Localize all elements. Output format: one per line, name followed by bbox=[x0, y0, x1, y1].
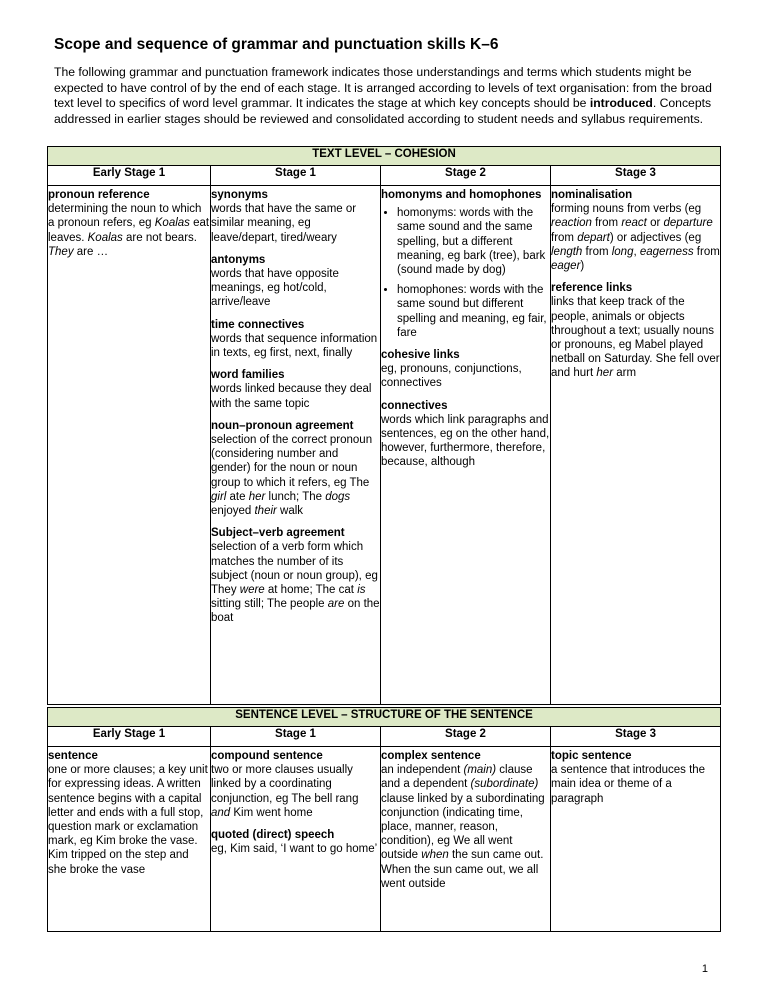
section-band: SENTENCE LEVEL – STRUCTURE OF THE SENTENCE bbox=[48, 708, 721, 727]
term-definition: words that have opposite meanings, eg hot/cold, arrive/leave bbox=[211, 268, 339, 309]
stage-heading: Stage 3 bbox=[551, 727, 721, 747]
term-definition: eg, pronouns, conjunctions, connectives bbox=[381, 363, 522, 390]
term-heading: quoted (direct) speech bbox=[211, 829, 335, 842]
bullet-item: • homophones: words with the same sound but different spelling and meaning, eg fair, fare bbox=[397, 283, 550, 340]
content-cell bbox=[551, 186, 721, 705]
term-definition: forming nouns from verbs (eg reaction from react or departure from depart) or adjectives (eg length from long, eagerness from eager) bbox=[551, 203, 720, 273]
content-cell bbox=[551, 747, 721, 932]
stage-heading: Stage 1 bbox=[211, 727, 381, 747]
stage-heading: Early Stage 1 bbox=[48, 727, 211, 747]
page-title: Scope and sequence of grammar and punctuation skills K–6 bbox=[54, 36, 499, 53]
content-cell bbox=[211, 186, 381, 705]
term-definition: selection of the correct pronoun (considering number and gender) for the noun or noun group to which it refers, eg The girl ate her lunch; The dogs enjoyed their walk bbox=[211, 434, 373, 518]
term-heading: cohesive links bbox=[381, 349, 460, 362]
term-definition: an independent (main) clause and a dependent (subordinate) clause linked by a subordinating conjunction (indicating time, place, manner, reason, condition), eg We all went outside when the sun came out. When the sun came out, we all went outside bbox=[381, 764, 545, 890]
term-definition: two or more clauses usually linked by a coordinating conjunction, eg The bell rang and Kim went home bbox=[211, 764, 359, 819]
term-definition: eg, Kim said, ‘I want to go home’ bbox=[211, 843, 378, 856]
term-definition: selection of a verb form which matches the number of its subject (noun or noun group), eg They were at home; The cat is sitting still; The people are on the boat bbox=[211, 541, 380, 625]
term-heading: Subject–verb agreement bbox=[211, 527, 345, 540]
term-definition: links that keep track of the people, animals or objects throughout a text; usually nouns or pronouns, eg Mabel played netball on Saturday. She fell over and hurt her arm bbox=[551, 296, 720, 380]
term-definition: one or more clauses; a key unit for expressing ideas. A written sentence begins with a capital letter and ends with a full stop, question mark or exclamation mark, eg Kim broke the vase. Kim tripped on the step and she broke the vase bbox=[48, 764, 208, 876]
term-heading: connectives bbox=[381, 399, 448, 412]
term-heading: sentence bbox=[48, 750, 98, 762]
content-cell bbox=[211, 747, 381, 932]
term-heading: compound sentence bbox=[211, 750, 323, 762]
content-cell bbox=[48, 186, 211, 705]
bullet-item: • homonyms: words with the same sound and the same spelling, but a different meaning, eg bark (tree), bark (sound made by dog) bbox=[397, 206, 550, 277]
section-band: TEXT LEVEL – COHESION bbox=[48, 147, 721, 166]
stage-heading: Stage 2 bbox=[381, 727, 551, 747]
term-definition: words which link paragraphs and sentences, eg on the other hand, however, furthermore, therefore, because, although bbox=[381, 413, 550, 469]
term-definition: words that have the same or similar meaning, eg leave/depart, tired/weary bbox=[211, 203, 357, 244]
term-heading: pronoun reference bbox=[48, 189, 150, 201]
intro-text-2: . Concepts addressed in earlier stages should be reviewed and consolidated according to student needs and syllabus requirements. bbox=[54, 96, 712, 126]
stage-heading: Stage 2 bbox=[381, 166, 551, 186]
stage-heading: Stage 3 bbox=[551, 166, 721, 186]
content-cell bbox=[48, 747, 211, 932]
term-heading: topic sentence bbox=[551, 750, 632, 762]
cohesion-table bbox=[47, 146, 721, 705]
stage-heading: Stage 1 bbox=[211, 166, 381, 186]
term-definition: determining the noun to which a pronoun refers, eg Koalas eat leaves. Koalas are not bears. They are … bbox=[48, 203, 210, 258]
bullet-list bbox=[381, 206, 550, 340]
term-definition: a sentence that introduces the main idea or theme of a paragraph bbox=[551, 764, 706, 805]
content-cell bbox=[381, 186, 551, 705]
term-heading: noun–pronoun agreement bbox=[211, 419, 354, 432]
term-heading: complex sentence bbox=[381, 750, 481, 762]
intro-emphasis: introduced bbox=[589, 96, 653, 111]
term-heading: time connectives bbox=[211, 318, 305, 331]
term-definition: words that sequence information in texts, eg first, next, finally bbox=[211, 332, 378, 360]
term-heading: antonyms bbox=[211, 253, 266, 266]
term-heading: synonyms bbox=[211, 189, 268, 201]
intro-text-1: The following grammar and punctuation framework indicates those understandings and terms which students might be expected to have control of by the end of each stage. It is arranged according to levels of text organisation: from the broad text level to specifics of word level grammar. It indicates the stage at which key concepts should be bbox=[54, 65, 712, 111]
term-heading: homonyms and homophones bbox=[381, 189, 542, 201]
term-heading: reference links bbox=[551, 282, 633, 295]
page-number: 1 bbox=[701, 963, 708, 975]
sentence-structure-table bbox=[47, 707, 721, 932]
intro-paragraph bbox=[54, 65, 722, 127]
term-heading: word families bbox=[211, 369, 285, 382]
term-heading: nominalisation bbox=[551, 189, 633, 201]
term-definition: words linked because they deal with the same topic bbox=[211, 383, 372, 410]
content-cell bbox=[381, 747, 551, 932]
stage-heading: Early Stage 1 bbox=[48, 166, 211, 186]
